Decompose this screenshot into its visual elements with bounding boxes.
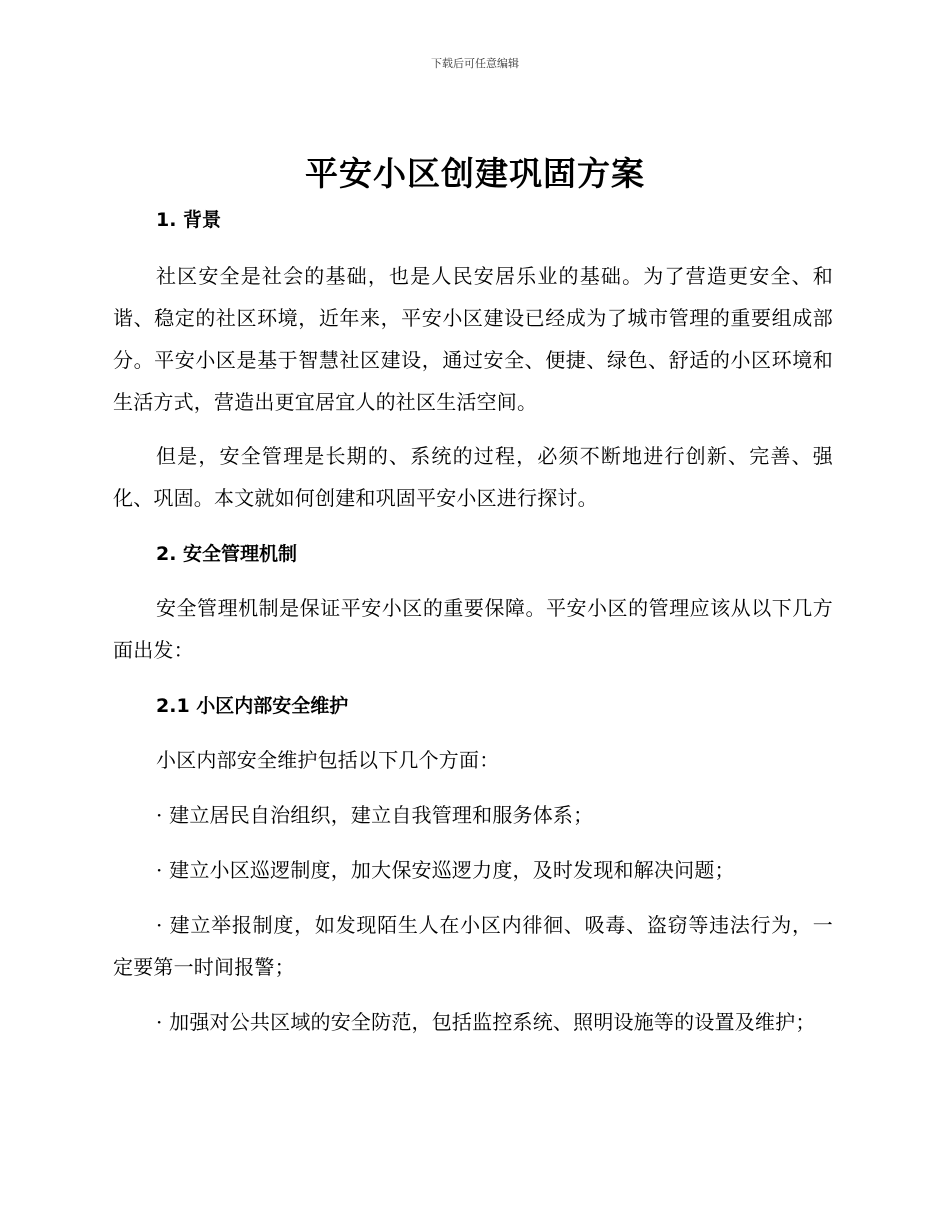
paragraph-background-1: 社区安全是社会的基础，也是人民安居乐业的基础。为了营造更安全、和谐、稳定的社区环境，近年来，平安小区建设已经成为了城市管理的重要组成部分。平安小区是基于智慧社区建设，通过安全、便捷、绿色、舒适的小区环境和生活方式，营造出更宜居宜人的社区生活空间。 — [113, 264, 833, 414]
document-title: 平安小区创建巩固方案 — [305, 154, 645, 193]
paragraph-internal-safety-intro: 小区内部安全维护包括以下几个方面： — [156, 748, 500, 772]
paragraph-safety-mechanism: 安全管理机制是保证平安小区的重要保障。平安小区的管理应该从以下几方面出发： — [113, 596, 833, 662]
document-body — [113, 200, 833, 1043]
header-note: 下载后可任意编辑 — [431, 57, 519, 70]
section-heading-safety-mechanism: 2. 安全管理机制 — [156, 543, 298, 565]
bullet-item: · 加强对公共区域的安全防范，包括监控系统、照明设施等的设置及维护； — [156, 1010, 816, 1034]
subsection-heading-internal-safety: 2.1 小区内部安全维护 — [156, 695, 349, 717]
section-heading-background: 1. 背景 — [156, 209, 222, 231]
bullet-item: · 建立居民自治组织，建立自我管理和服务体系； — [156, 803, 594, 827]
bullet-item: · 建立小区巡逻制度，加大保安巡逻力度，及时发现和解决问题； — [156, 858, 735, 882]
paragraph-background-2: 但是，安全管理是长期的、系统的过程，必须不断地进行创新、完善、强化、巩固。本文就如何创建和巩固平安小区进行探讨。 — [113, 444, 833, 510]
bullet-item: · 建立举报制度，如发现陌生人在小区内徘徊、吸毒、盗窃等违法行为，一定要第一时间报警； — [113, 913, 833, 979]
